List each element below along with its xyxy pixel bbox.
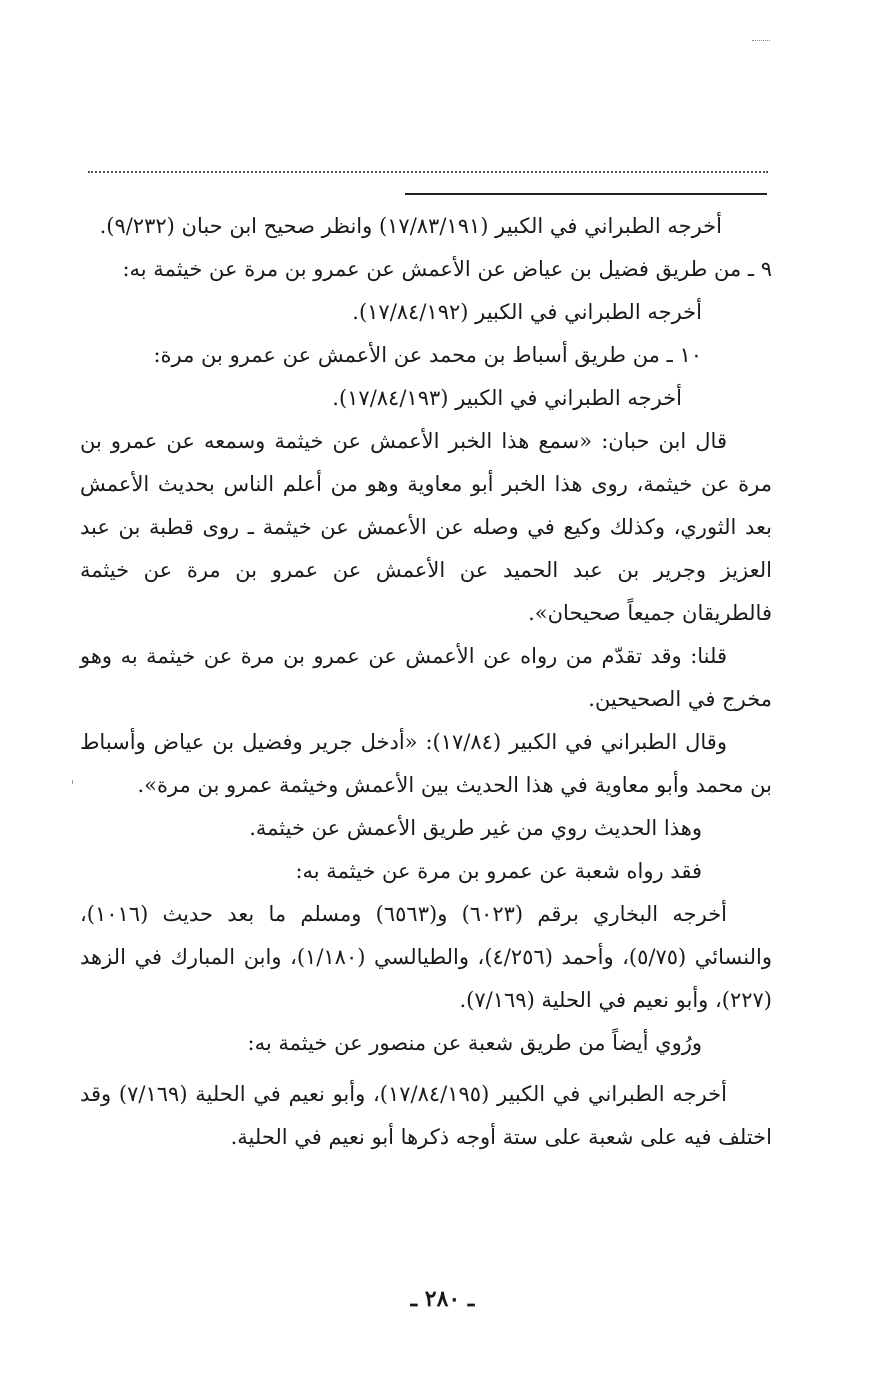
footnote-paragraph-3: أخرجه الطبراني في الكبير (١٧/٨٤/١٩٢).: [352, 300, 702, 324]
footnote-paragraph-5: أخرجه الطبراني في الكبير (١٧/٨٤/١٩٣).: [332, 386, 682, 410]
dotted-separator: [88, 171, 768, 173]
footnote-item-10: ١٠ ـ من طريق أسباط بن محمد عن الأعمش عن عمرو بن مرة:: [153, 343, 702, 367]
qulna-paragraph: قلنا: وقد تقدّم من رواه عن الأعمش عن عمرو بن مرة عن خيثمة به وهو مخرج في الصحيحين.: [80, 644, 772, 711]
page-number: ـ ٢٨٠ ـ: [410, 1286, 475, 1312]
mansur-route: ورُوي أيضاً من طريق شعبة عن منصور عن خيثمة به:: [247, 1031, 702, 1055]
footnote-item-9: ٩ ـ من طريق فضيل بن عياض عن الأعمش عن عمرو بن مرة عن خيثمة به:: [122, 257, 772, 281]
shuba-route: فقد رواه شعبة عن عمرو بن مرة عن خيثمة به:: [295, 859, 702, 883]
corner-mark: [752, 40, 770, 43]
footnote-body: [80, 205, 772, 1159]
margin-mark: [72, 780, 73, 784]
bukhari-references: أخرجه البخاري برقم (٦٠٢٣) و(٦٥٦٣) ومسلم ما بعد حديث (١٠١٦)، والنسائي (٥/٧٥)، وأحمد (٤/٢٥٦)، والطيالسي (١/١٨٠)، وابن المبارك في الزهد (٢٢٧)، وأبو نعيم في الحلية (٧/١٦٩).: [80, 902, 772, 1012]
hadith-other-routes: وهذا الحديث روي من غير طريق الأعمش عن خيثمة.: [249, 816, 702, 840]
tabarani-quote: وقال الطبراني في الكبير (١٧/٨٤): «أدخل جرير وفضيل بن عياض وأسباط بن محمد وأبو معاوية في هذا الحديث بين الأعمش وخيثمة عمرو بن مرة».: [80, 730, 772, 797]
footnote-paragraph-1: أخرجه الطبراني في الكبير (١٧/٨٣/١٩١) وانظر صحيح ابن حبان (٩/٢٣٢).: [99, 214, 722, 238]
footnote-rule: [405, 193, 767, 195]
final-references: أخرجه الطبراني في الكبير (١٧/٨٤/١٩٥)، وأبو نعيم في الحلية (٧/١٦٩) وقد اختلف فيه على شعبة على ستة أوجه ذكرها أبو نعيم في الحلية.: [80, 1082, 772, 1149]
ibn-hibban-quote: قال ابن حبان: «سمع هذا الخبر الأعمش عن خيثمة وسمعه عن عمرو بن مرة عن خيثمة، روى هذا الخبر أبو معاوية وهو من أعلم الناس بحديث الأعمش بعد الثوري، وكذلك وكيع في وصله عن الأعمش عن خيثمة ـ روى قطبة بن عبد العزيز وجرير بن عبد الحميد عن الأعمش عن عمرو بن مرة عن خيثمة فالطريقان جميعاً صحيحان».: [80, 429, 772, 625]
